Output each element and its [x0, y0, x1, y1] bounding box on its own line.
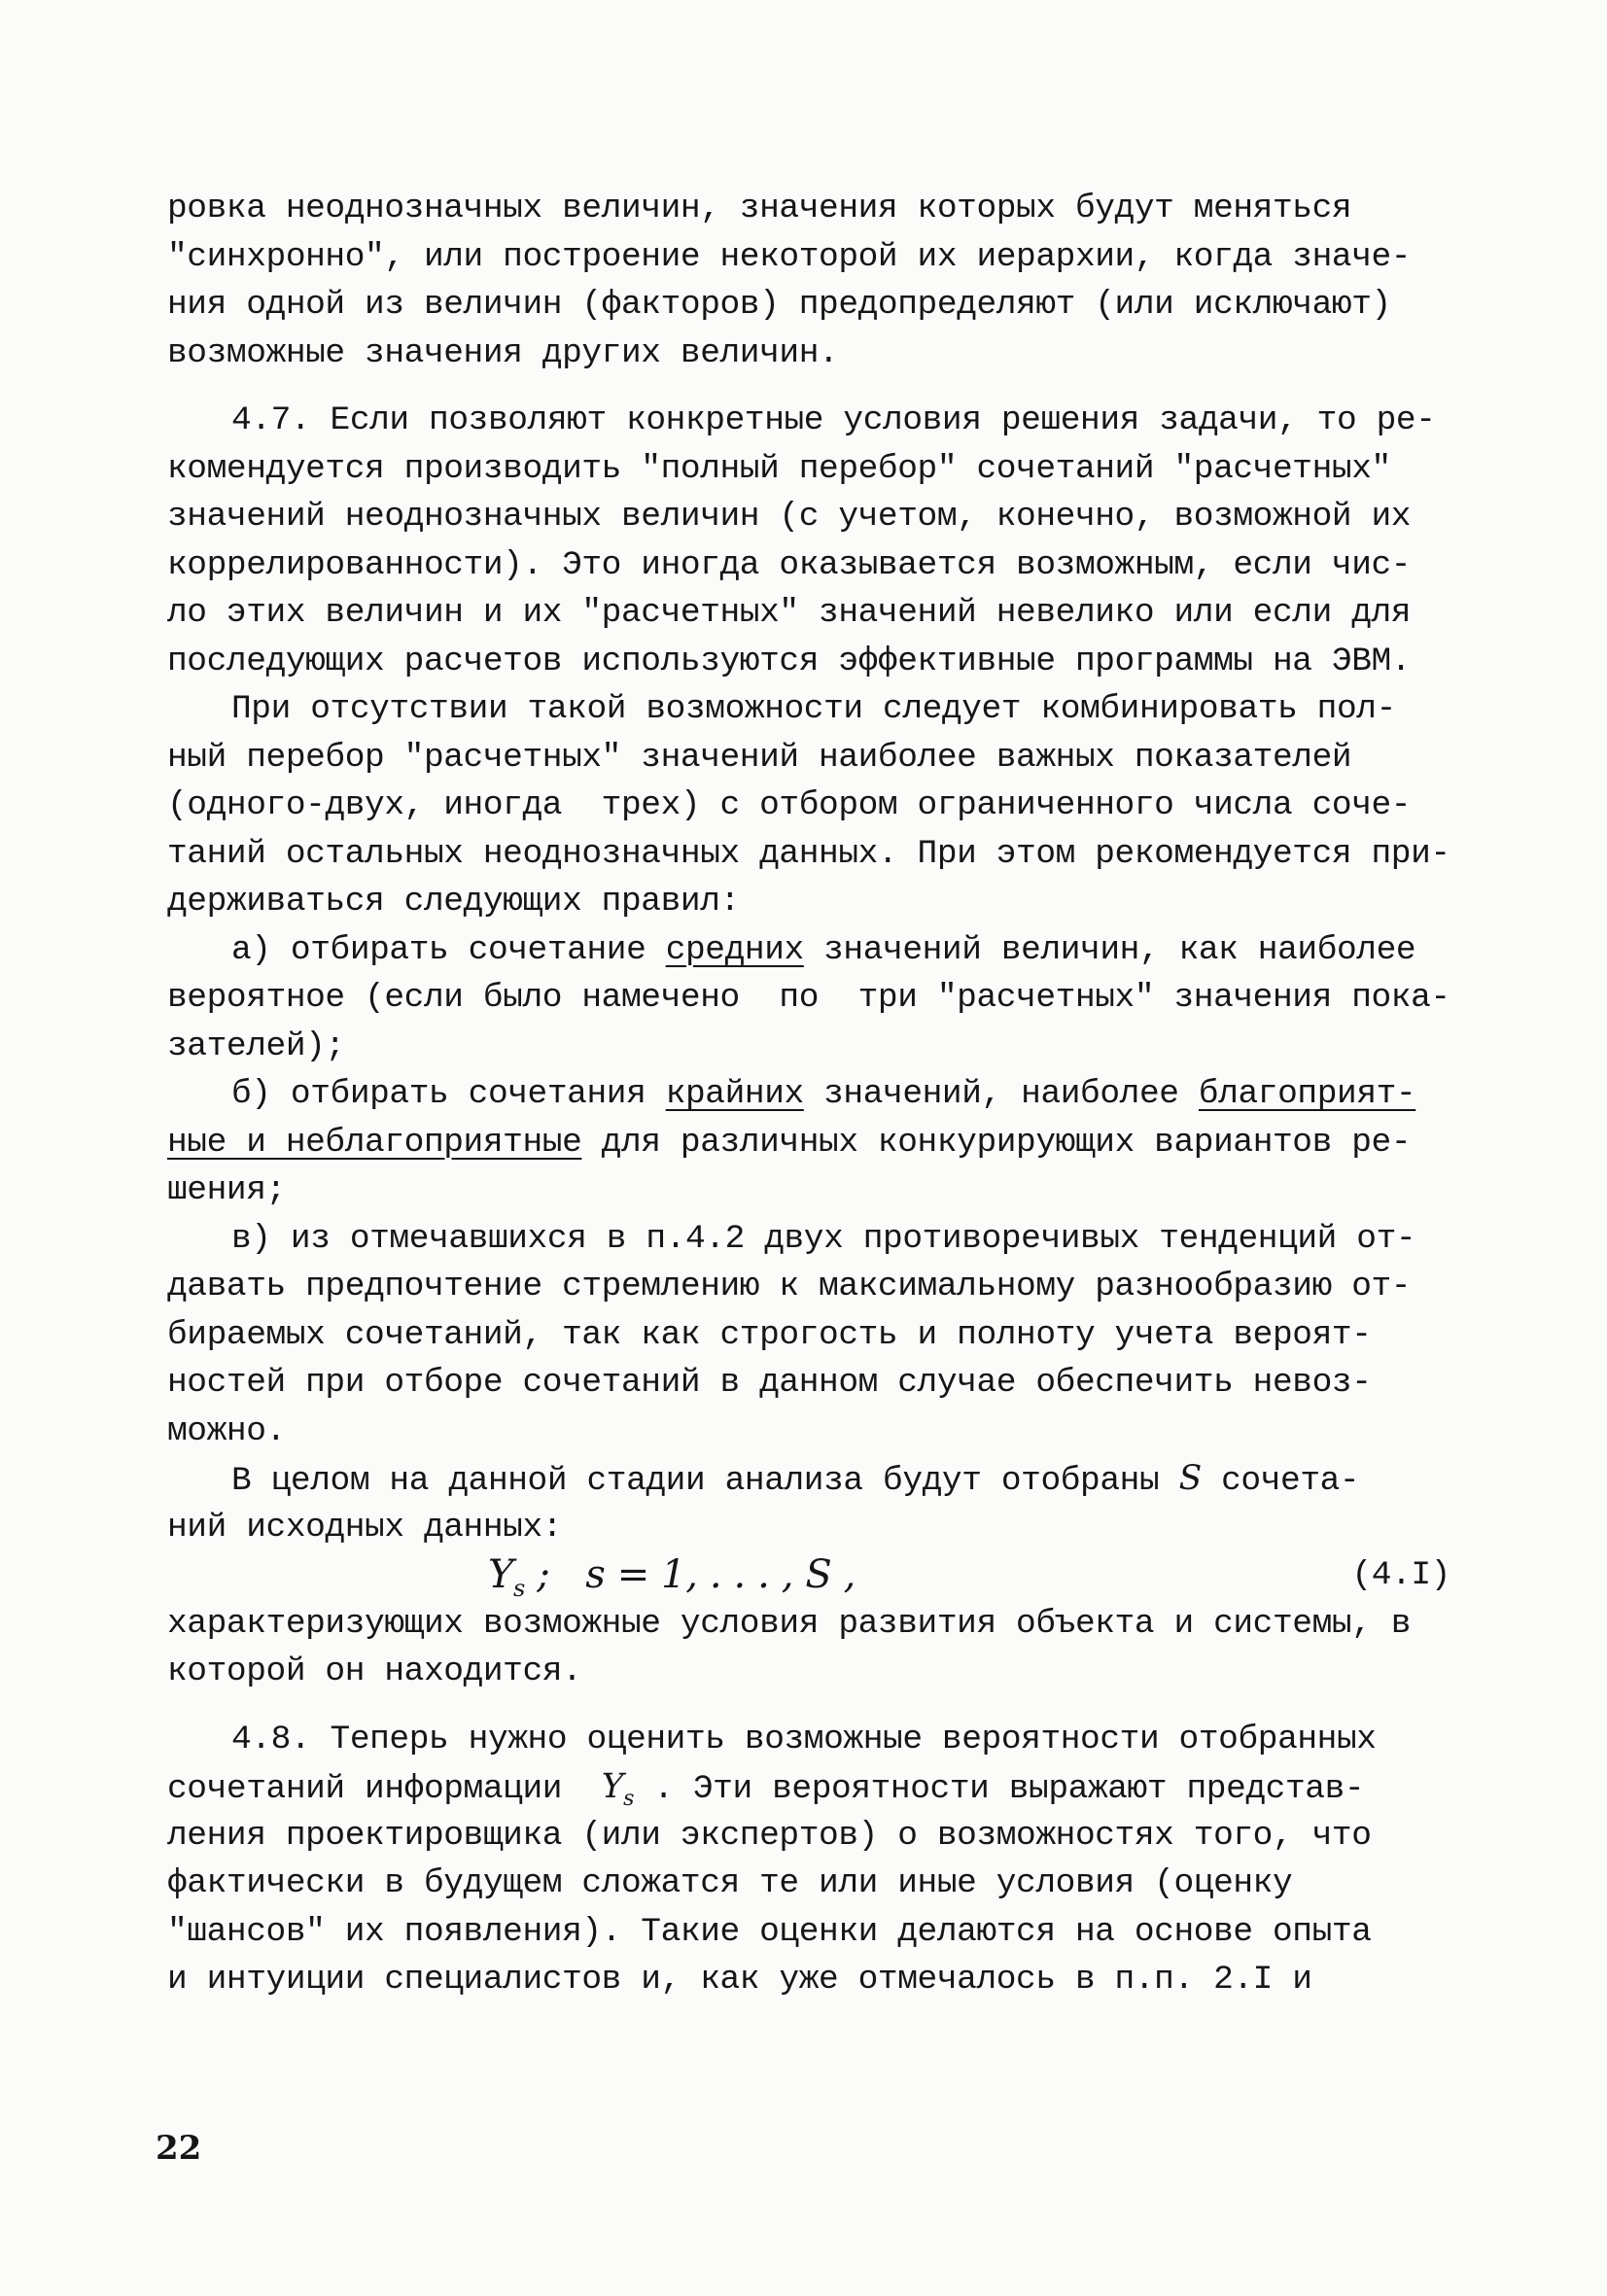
text-segment: сочетаний информации — [167, 1770, 602, 1808]
text-line: ния одной из величин (факторов) предопределяют (или исключают) — [167, 286, 1391, 324]
text-line — [167, 1119, 1450, 1167]
text-line: При отсутствии такой возможности следует комбинировать пол- — [231, 690, 1396, 728]
text-line: которой он находится. — [167, 1652, 582, 1690]
text-line: зателей); — [167, 1026, 345, 1065]
text-line: давать предпочтение стремлению к максимальному разнообразию от- — [167, 1268, 1412, 1305]
text-segment: В целом на данной стадии анализа будут отобраны — [231, 1462, 1179, 1500]
text-segment: значений, наиболее — [803, 1075, 1199, 1113]
math-symbol: S — [1178, 1459, 1202, 1498]
text-segment: для различных конкурирующих вариантов ре- — [581, 1123, 1412, 1162]
text-line: последующих расчетов используются эффективные программы на ЭВМ. — [167, 642, 1412, 680]
formula-rest: ; s = 1, . . . , S , — [524, 1552, 856, 1597]
text-line: характеризующих возможные условия развития объекта и системы, в — [167, 1604, 1412, 1643]
equation-number: (4.I) — [1351, 1556, 1450, 1594]
formula-line — [167, 1551, 1450, 1600]
text-line: коррелированности). Это иногда оказывается возможным, если чис- — [167, 545, 1412, 584]
text-line: в) из отмечавшихся в п.4.2 двух противоречивых тенденций от- — [231, 1219, 1416, 1258]
text-line: комендуется производить "полный перебор" сочетаний "расчетных" — [167, 449, 1391, 488]
text-line — [167, 1070, 1450, 1119]
text-line: ровка неоднозначных величин, значения которых будут меняться — [167, 190, 1352, 227]
text-line: бираемых сочетаний, так как строгость и полноту учета вероят- — [167, 1315, 1372, 1354]
underlined-word: крайних — [665, 1075, 804, 1113]
text-line — [167, 1763, 1450, 1812]
text-line: и интуиции специалистов и, как уже отмечалось в п.п. 2.I и — [167, 1961, 1312, 1999]
text-line: ный перебор "расчетных" значений наиболее важных показателей — [167, 738, 1352, 777]
text-line: ло этих величин и их "расчетных" значений невелико или если для — [167, 594, 1412, 632]
formula-sub: s — [513, 1575, 525, 1602]
text-line: таний остальных неоднозначных данных. При этом рекомендуется при- — [167, 834, 1450, 873]
text-line: (одного-двух, иногда трех) с отбором ограниченного числа соче- — [167, 786, 1412, 824]
underlined-word: благоприят- — [1198, 1075, 1416, 1113]
text-line: 4.8. Теперь нужно оценить возможные вероятности отобранных — [231, 1720, 1377, 1758]
text-line: ления проектировщика (или экспертов) о возможностях того, что — [167, 1816, 1372, 1855]
text-segment: . Эти вероятности выражают представ- — [633, 1770, 1365, 1808]
text-line: возможные значения других величин. — [167, 333, 839, 372]
text-line: ностей при отборе сочетаний в данном случае обеспечить невоз- — [167, 1364, 1372, 1402]
underlined-word: ные и неблагоприятные — [167, 1123, 582, 1162]
underlined-word: средних — [665, 930, 804, 969]
text-line — [167, 1455, 1450, 1504]
text-line: ний исходных данных: — [167, 1508, 563, 1547]
page-number: 22 — [156, 2129, 202, 2168]
text-segment: б) отбирать сочетания — [231, 1075, 666, 1113]
formula-var: Y — [488, 1552, 514, 1597]
text-line: "синхронно", или построение некоторой их иерархии, когда значе- — [167, 237, 1412, 276]
text-line: значений неоднозначных величин (с учетом, конечно, возможной их — [167, 498, 1412, 536]
text-line: "шансов" их появления). Такие оценки делаются на основе опыта — [167, 1912, 1372, 1951]
body-text — [167, 185, 1450, 2004]
text-line: вероятное (если было намечено по три "расчетных" значения пока- — [167, 979, 1450, 1017]
text-line: держиваться следующих правил: — [167, 883, 740, 921]
text-line: фактически в будущем сложатся те или иные условия (оценку — [167, 1864, 1293, 1902]
text-line: 4.7. Если позволяют конкретные условия решения задачи, то ре- — [231, 401, 1436, 439]
math-symbol: Y — [601, 1767, 624, 1806]
math-subscript: s — [623, 1786, 634, 1811]
text-line — [167, 926, 1450, 975]
text-line: шения; — [167, 1171, 286, 1209]
text-segment: значений величин, как наиболее — [803, 930, 1416, 969]
text-line: можно. — [167, 1411, 286, 1450]
text-segment: сочета- — [1201, 1462, 1360, 1500]
text-segment: а) отбирать сочетание — [231, 930, 666, 969]
formula — [488, 1551, 856, 1614]
